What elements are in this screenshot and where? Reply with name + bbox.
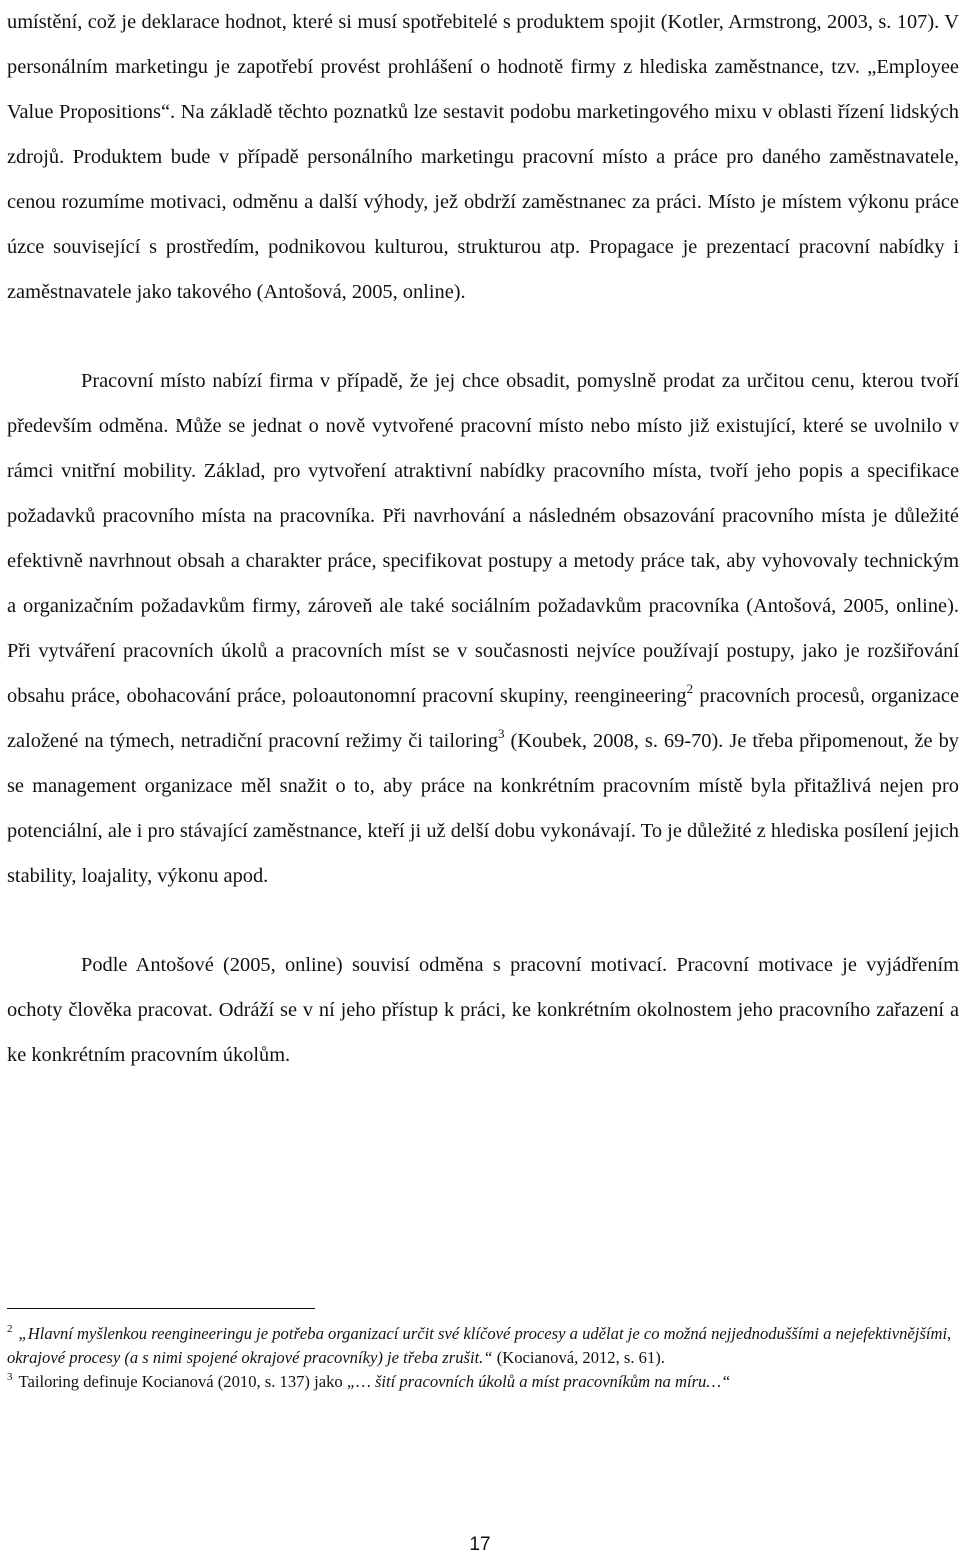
paragraph-gap: [7, 315, 959, 359]
footnote-3: [7, 1370, 955, 1394]
footnote-2: [7, 1322, 955, 1370]
paragraph-text: pracovních procesů, organizace založené na týmech, netradiční pracovní režimy či tailoring: [7, 685, 959, 752]
footnote-quote: „Hlavní myšlenkou reengineeringu je potřeba organizací určit své klíčové procesy a udělat je co možná nejjednoduššími a nejefektivnějšími, okrajové procesy (a s nimi spojené okrajové pracovníky) je třeba zrušit.“: [7, 1324, 952, 1367]
paragraph-gap: [7, 899, 959, 943]
document-body: [7, 0, 959, 1078]
paragraph-text: (Koubek, 2008, s. 69-70). Je třeba připomenout, že by se management organizace měl snažit o to, aby práce na konkrétním pracovním místě byla přitažlivá nejen pro potenciální, ale i pro stávající zaměstnance, kteří ji už delší dobu vykonávají. To je důležité z hlediska posílení jejich stability, loajality, výkonu apod.: [7, 730, 959, 887]
page-number: 17: [469, 1534, 491, 1555]
paragraph-job-position: [7, 359, 959, 899]
footnote-separator: [7, 1308, 315, 1309]
footnote-text: Tailoring definuje Kocianová (2010, s. 137) jako: [18, 1372, 343, 1391]
paragraph-marketing-mix: umístění, což je deklarace hodnot, které si musí spotřebitelé s produktem spojit (Kotler, Armstrong, 2003, s. 107). V personálním marketingu je zapotřebí provést prohlášení o hodnotě firmy z hlediska zaměstnance, tzv. „Employee Value Propositions“. Na základě těchto poznatků lze sestavit podobu marketingového mixu v oblasti řízení lidských zdrojů. Produktem bude v případě personálního marketingu pracovní místo a práce pro daného zaměstnavatele, cenou rozumíme motivaci, odměnu a další výhody, jež obdrží zaměstnanec za práci. Místo je místem výkonu práce úzce související s prostředím, podnikovou kulturou, strukturou atp. Propagace je prezentací pracovní nabídky i zaměstnavatele jako takového (Antošová, 2005, online).: [7, 11, 959, 303]
footnote-citation: (Kocianová, 2012, s. 61).: [496, 1348, 665, 1367]
footnotes: [7, 1322, 955, 1394]
footnote-reference: 3: [498, 726, 505, 741]
footnote-number: 3: [7, 1371, 13, 1383]
paragraph-motivation: Podle Antošové (2005, online) souvisí odměna s pracovní motivací. Pracovní motivace je vyjádřením ochoty člověka pracovat. Odráží se v ní jeho přístup k práci, ke konkrétním okolnostem jeho pracovního zařazení a ke konkrétním pracovním úkolům.: [7, 954, 959, 1066]
footnote-number: 2: [7, 1323, 13, 1335]
footnote-reference: 2: [686, 681, 694, 696]
paragraph-text: Pracovní místo nabízí firma v případě, že jej chce obsadit, pomyslně prodat za určitou cenu, kterou tvoří především odměna. Může se jednat o nově vytvořené pracovní místo nebo místo již existující, které se uvolnilo v rámci vnitřní mobility. Základ, pro vytvoření atraktivní nabídky pracovního místa, tvoří jeho popis a specifikace požadavků pracovního místa na pracovníka. Při navrhování a následném obsazování pracovního místa je důležité efektivně navrhnout obsah a charakter práce, specifikovat postupy a metody práce tak, aby vyhovovaly technickým a organizačním požadavkům firmy, zároveň ale také sociálním požadavkům pracovníka (Antošová, 2005, online). Při vytváření pracovních úkolů a pracovních míst se v současnosti nejvíce používají postupy, jako je rozšiřování obsahu práce, obohacování práce, poloautonomní pracovní skupiny, reengineering: [7, 370, 959, 707]
footnote-quote: „… šití pracovních úkolů a míst pracovníkům na míru…“: [346, 1372, 731, 1391]
